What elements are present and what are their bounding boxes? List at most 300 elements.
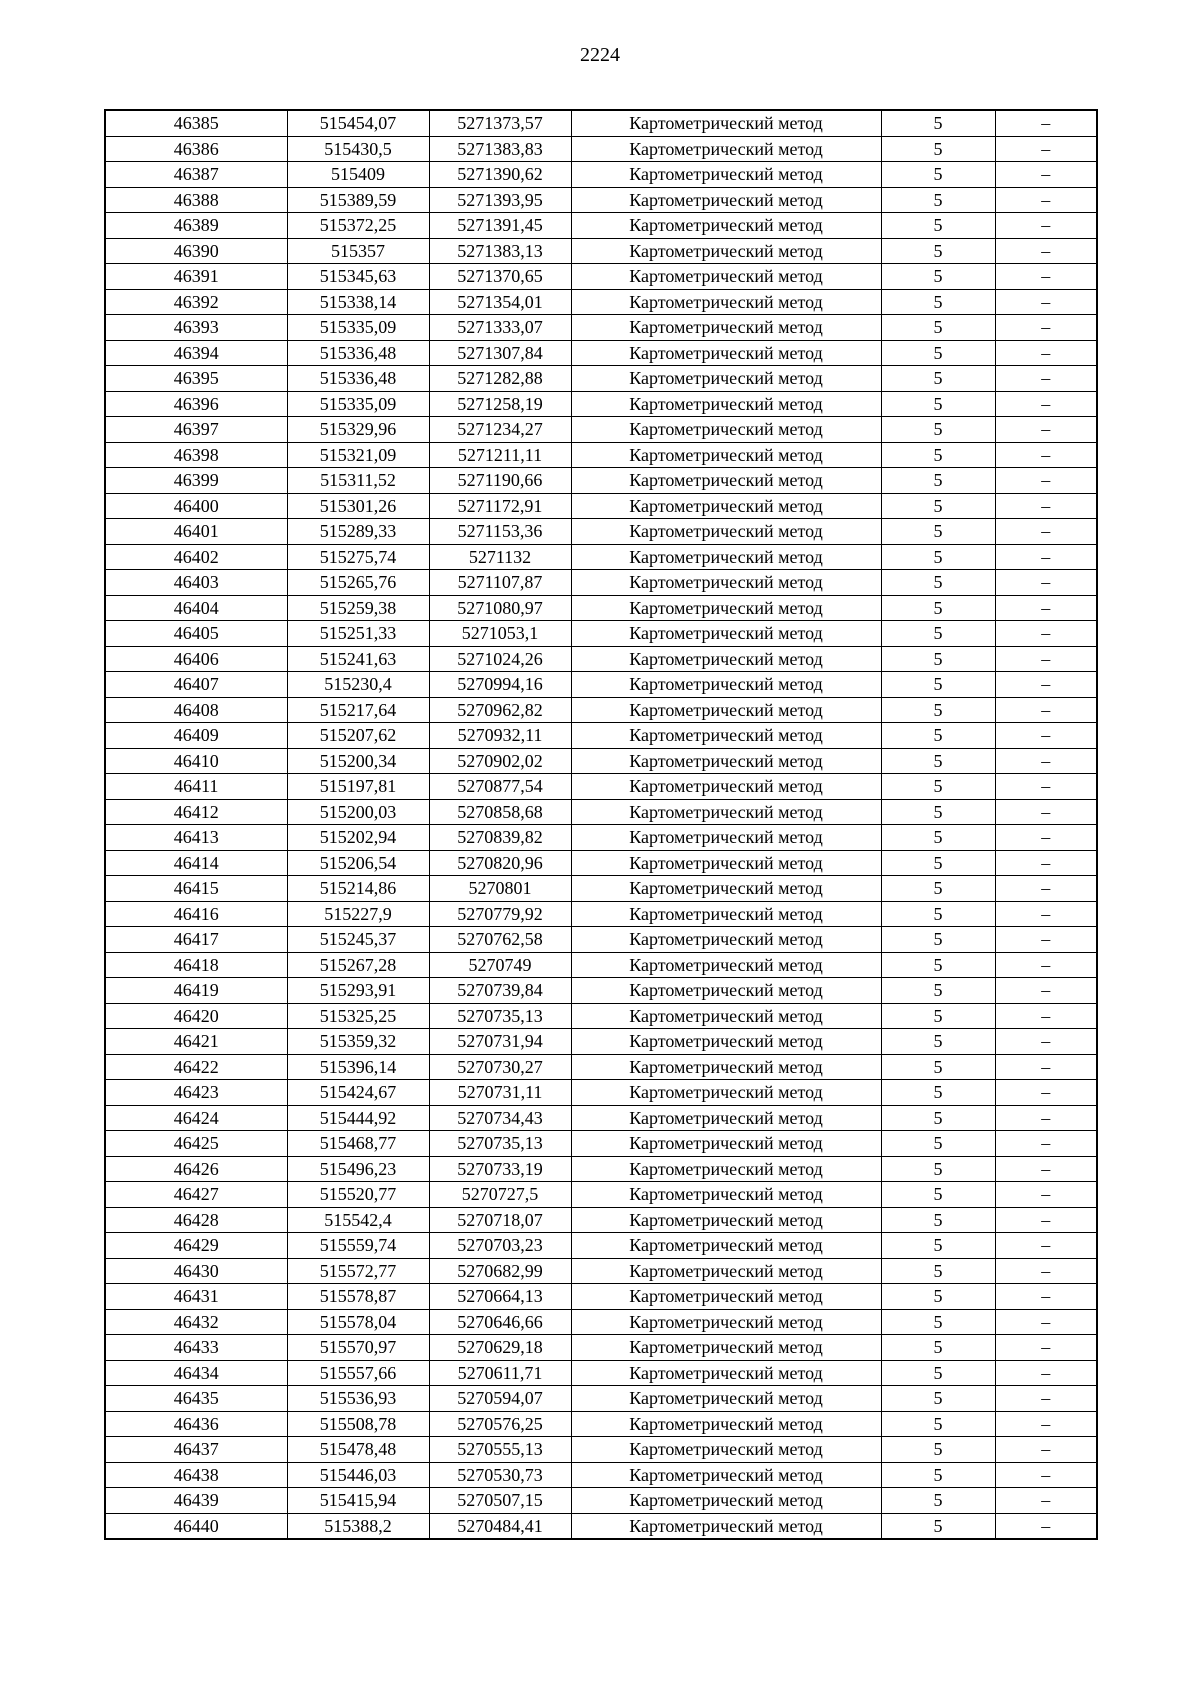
description-cell: – [995, 340, 1097, 366]
point-number-cell: 46387 [105, 162, 287, 188]
point-number-cell: 46403 [105, 570, 287, 596]
table-row [105, 519, 1097, 545]
x-coordinate-cell: 515301,26 [287, 493, 429, 519]
description-cell: – [995, 366, 1097, 392]
table-row [105, 1258, 1097, 1284]
table-row [105, 748, 1097, 774]
accuracy-cell: 5 [881, 672, 995, 698]
y-coordinate-cell: 5271234,27 [429, 417, 571, 443]
accuracy-cell: 5 [881, 978, 995, 1004]
table-row [105, 1437, 1097, 1463]
y-coordinate-cell: 5270718,07 [429, 1207, 571, 1233]
table-row [105, 1309, 1097, 1335]
table-body [105, 110, 1097, 1539]
point-number-cell: 46416 [105, 901, 287, 927]
method-cell: Картометрический метод [571, 1182, 881, 1208]
y-coordinate-cell: 5270682,99 [429, 1258, 571, 1284]
method-cell: Картометрический метод [571, 136, 881, 162]
y-coordinate-cell: 5270734,43 [429, 1105, 571, 1131]
description-cell: – [995, 162, 1097, 188]
method-cell: Картометрический метод [571, 1207, 881, 1233]
point-number-cell: 46414 [105, 850, 287, 876]
x-coordinate-cell: 515478,48 [287, 1437, 429, 1463]
x-coordinate-cell: 515325,25 [287, 1003, 429, 1029]
method-cell: Картометрический метод [571, 1105, 881, 1131]
table-row [105, 1080, 1097, 1106]
accuracy-cell: 5 [881, 1233, 995, 1259]
accuracy-cell: 5 [881, 876, 995, 902]
y-coordinate-cell: 5270962,82 [429, 697, 571, 723]
x-coordinate-cell: 515251,33 [287, 621, 429, 647]
table-row [105, 646, 1097, 672]
table-row [105, 315, 1097, 341]
accuracy-cell: 5 [881, 315, 995, 341]
x-coordinate-cell: 515241,63 [287, 646, 429, 672]
y-coordinate-cell: 5270731,94 [429, 1029, 571, 1055]
description-cell: – [995, 264, 1097, 290]
point-number-cell: 46401 [105, 519, 287, 545]
description-cell: – [995, 621, 1097, 647]
description-cell: – [995, 1258, 1097, 1284]
point-number-cell: 46412 [105, 799, 287, 825]
point-number-cell: 46422 [105, 1054, 287, 1080]
method-cell: Картометрический метод [571, 238, 881, 264]
point-number-cell: 46426 [105, 1156, 287, 1182]
table-row [105, 340, 1097, 366]
x-coordinate-cell: 515520,77 [287, 1182, 429, 1208]
accuracy-cell: 5 [881, 723, 995, 749]
method-cell: Картометрический метод [571, 493, 881, 519]
x-coordinate-cell: 515570,97 [287, 1335, 429, 1361]
table-row [105, 1335, 1097, 1361]
x-coordinate-cell: 515496,23 [287, 1156, 429, 1182]
y-coordinate-cell: 5270484,41 [429, 1513, 571, 1539]
y-coordinate-cell: 5270994,16 [429, 672, 571, 698]
y-coordinate-cell: 5271107,87 [429, 570, 571, 596]
y-coordinate-cell: 5271053,1 [429, 621, 571, 647]
method-cell: Картометрический метод [571, 570, 881, 596]
method-cell: Картометрический метод [571, 901, 881, 927]
point-number-cell: 46439 [105, 1488, 287, 1514]
accuracy-cell: 5 [881, 417, 995, 443]
method-cell: Картометрический метод [571, 1411, 881, 1437]
method-cell: Картометрический метод [571, 187, 881, 213]
y-coordinate-cell: 5270664,13 [429, 1284, 571, 1310]
x-coordinate-cell: 515444,92 [287, 1105, 429, 1131]
y-coordinate-cell: 5270530,73 [429, 1462, 571, 1488]
y-coordinate-cell: 5271393,95 [429, 187, 571, 213]
y-coordinate-cell: 5271190,66 [429, 468, 571, 494]
accuracy-cell: 5 [881, 1437, 995, 1463]
description-cell: – [995, 519, 1097, 545]
accuracy-cell: 5 [881, 1182, 995, 1208]
page-number: 2224 [580, 44, 620, 66]
table-row [105, 570, 1097, 596]
method-cell: Картометрический метод [571, 723, 881, 749]
method-cell: Картометрический метод [571, 1335, 881, 1361]
table-row [105, 1233, 1097, 1259]
accuracy-cell: 5 [881, 1335, 995, 1361]
accuracy-cell: 5 [881, 366, 995, 392]
x-coordinate-cell: 515389,59 [287, 187, 429, 213]
x-coordinate-cell: 515289,33 [287, 519, 429, 545]
x-coordinate-cell: 515206,54 [287, 850, 429, 876]
y-coordinate-cell: 5271373,57 [429, 110, 571, 136]
method-cell: Картометрический метод [571, 1386, 881, 1412]
y-coordinate-cell: 5270858,68 [429, 799, 571, 825]
accuracy-cell: 5 [881, 697, 995, 723]
y-coordinate-cell: 5270820,96 [429, 850, 571, 876]
accuracy-cell: 5 [881, 595, 995, 621]
description-cell: – [995, 850, 1097, 876]
method-cell: Картометрический метод [571, 1309, 881, 1335]
description-cell: – [995, 1386, 1097, 1412]
x-coordinate-cell: 515446,03 [287, 1462, 429, 1488]
point-number-cell: 46409 [105, 723, 287, 749]
accuracy-cell: 5 [881, 646, 995, 672]
accuracy-cell: 5 [881, 1105, 995, 1131]
table-row [105, 1131, 1097, 1157]
y-coordinate-cell: 5270735,13 [429, 1003, 571, 1029]
description-cell: – [995, 774, 1097, 800]
method-cell: Картометрический метод [571, 697, 881, 723]
table-row [105, 1513, 1097, 1539]
description-cell: – [995, 187, 1097, 213]
y-coordinate-cell: 5271080,97 [429, 595, 571, 621]
point-number-cell: 46391 [105, 264, 287, 290]
description-cell: – [995, 213, 1097, 239]
table-row [105, 468, 1097, 494]
point-number-cell: 46427 [105, 1182, 287, 1208]
accuracy-cell: 5 [881, 1462, 995, 1488]
description-cell: – [995, 1156, 1097, 1182]
x-coordinate-cell: 515259,38 [287, 595, 429, 621]
method-cell: Картометрический метод [571, 213, 881, 239]
y-coordinate-cell: 5270629,18 [429, 1335, 571, 1361]
description-cell: – [995, 442, 1097, 468]
point-number-cell: 46410 [105, 748, 287, 774]
method-cell: Картометрический метод [571, 162, 881, 188]
method-cell: Картометрический метод [571, 825, 881, 851]
table-row [105, 366, 1097, 392]
x-coordinate-cell: 515578,87 [287, 1284, 429, 1310]
x-coordinate-cell: 515293,91 [287, 978, 429, 1004]
description-cell: – [995, 1437, 1097, 1463]
accuracy-cell: 5 [881, 1360, 995, 1386]
x-coordinate-cell: 515336,48 [287, 340, 429, 366]
y-coordinate-cell: 5270779,92 [429, 901, 571, 927]
point-number-cell: 46425 [105, 1131, 287, 1157]
y-coordinate-cell: 5270801 [429, 876, 571, 902]
y-coordinate-cell: 5270576,25 [429, 1411, 571, 1437]
x-coordinate-cell: 515409 [287, 162, 429, 188]
table-row [105, 1054, 1097, 1080]
x-coordinate-cell: 515338,14 [287, 289, 429, 315]
method-cell: Картометрический метод [571, 1131, 881, 1157]
x-coordinate-cell: 515572,77 [287, 1258, 429, 1284]
method-cell: Картометрический метод [571, 468, 881, 494]
point-number-cell: 46397 [105, 417, 287, 443]
method-cell: Картометрический метод [571, 289, 881, 315]
table-row [105, 213, 1097, 239]
table-row [105, 927, 1097, 953]
x-coordinate-cell: 515454,07 [287, 110, 429, 136]
method-cell: Картометрический метод [571, 952, 881, 978]
y-coordinate-cell: 5271383,83 [429, 136, 571, 162]
table-row [105, 289, 1097, 315]
y-coordinate-cell: 5270731,11 [429, 1080, 571, 1106]
table-row [105, 672, 1097, 698]
table-row [105, 621, 1097, 647]
accuracy-cell: 5 [881, 825, 995, 851]
x-coordinate-cell: 515202,94 [287, 825, 429, 851]
table-row [105, 799, 1097, 825]
point-number-cell: 46420 [105, 1003, 287, 1029]
x-coordinate-cell: 515388,2 [287, 1513, 429, 1539]
point-number-cell: 46423 [105, 1080, 287, 1106]
table-row [105, 493, 1097, 519]
y-coordinate-cell: 5270877,54 [429, 774, 571, 800]
point-number-cell: 46390 [105, 238, 287, 264]
point-number-cell: 46430 [105, 1258, 287, 1284]
accuracy-cell: 5 [881, 340, 995, 366]
table-row [105, 238, 1097, 264]
y-coordinate-cell: 5270839,82 [429, 825, 571, 851]
x-coordinate-cell: 515345,63 [287, 264, 429, 290]
x-coordinate-cell: 515335,09 [287, 391, 429, 417]
description-cell: – [995, 136, 1097, 162]
description-cell: – [995, 723, 1097, 749]
x-coordinate-cell: 515207,62 [287, 723, 429, 749]
y-coordinate-cell: 5271307,84 [429, 340, 571, 366]
table-row [105, 1284, 1097, 1310]
point-number-cell: 46431 [105, 1284, 287, 1310]
y-coordinate-cell: 5270727,5 [429, 1182, 571, 1208]
x-coordinate-cell: 515542,4 [287, 1207, 429, 1233]
point-number-cell: 46433 [105, 1335, 287, 1361]
point-number-cell: 46389 [105, 213, 287, 239]
y-coordinate-cell: 5271333,07 [429, 315, 571, 341]
table-row [105, 1462, 1097, 1488]
point-number-cell: 46386 [105, 136, 287, 162]
y-coordinate-cell: 5271132 [429, 544, 571, 570]
y-coordinate-cell: 5270611,71 [429, 1360, 571, 1386]
accuracy-cell: 5 [881, 570, 995, 596]
y-coordinate-cell: 5270902,02 [429, 748, 571, 774]
y-coordinate-cell: 5270703,23 [429, 1233, 571, 1259]
x-coordinate-cell: 515424,67 [287, 1080, 429, 1106]
description-cell: – [995, 1284, 1097, 1310]
x-coordinate-cell: 515430,5 [287, 136, 429, 162]
table-row [105, 978, 1097, 1004]
point-number-cell: 46405 [105, 621, 287, 647]
description-cell: – [995, 901, 1097, 927]
table-row [105, 1105, 1097, 1131]
y-coordinate-cell: 5271153,36 [429, 519, 571, 545]
description-cell: – [995, 493, 1097, 519]
accuracy-cell: 5 [881, 1156, 995, 1182]
point-number-cell: 46438 [105, 1462, 287, 1488]
x-coordinate-cell: 515230,4 [287, 672, 429, 698]
accuracy-cell: 5 [881, 468, 995, 494]
method-cell: Картометрический метод [571, 978, 881, 1004]
method-cell: Картометрический метод [571, 391, 881, 417]
table-row [105, 697, 1097, 723]
y-coordinate-cell: 5270555,13 [429, 1437, 571, 1463]
description-cell: – [995, 978, 1097, 1004]
method-cell: Картометрический метод [571, 672, 881, 698]
point-number-cell: 46404 [105, 595, 287, 621]
method-cell: Картометрический метод [571, 748, 881, 774]
description-cell: – [995, 595, 1097, 621]
description-cell: – [995, 1131, 1097, 1157]
description-cell: – [995, 825, 1097, 851]
x-coordinate-cell: 515214,86 [287, 876, 429, 902]
y-coordinate-cell: 5270932,11 [429, 723, 571, 749]
table-row [105, 1360, 1097, 1386]
description-cell: – [995, 289, 1097, 315]
description-cell: – [995, 1182, 1097, 1208]
accuracy-cell: 5 [881, 952, 995, 978]
x-coordinate-cell: 515557,66 [287, 1360, 429, 1386]
accuracy-cell: 5 [881, 238, 995, 264]
x-coordinate-cell: 515536,93 [287, 1386, 429, 1412]
accuracy-cell: 5 [881, 927, 995, 953]
table-row [105, 901, 1097, 927]
point-number-cell: 46435 [105, 1386, 287, 1412]
table-row [105, 1156, 1097, 1182]
description-cell: – [995, 1003, 1097, 1029]
point-number-cell: 46415 [105, 876, 287, 902]
point-number-cell: 46406 [105, 646, 287, 672]
coordinates-table [104, 109, 1098, 1540]
description-cell: – [995, 1054, 1097, 1080]
method-cell: Картометрический метод [571, 774, 881, 800]
point-number-cell: 46417 [105, 927, 287, 953]
x-coordinate-cell: 515468,77 [287, 1131, 429, 1157]
table-row [105, 825, 1097, 851]
method-cell: Картометрический метод [571, 1513, 881, 1539]
point-number-cell: 46392 [105, 289, 287, 315]
description-cell: – [995, 1207, 1097, 1233]
method-cell: Картометрический метод [571, 340, 881, 366]
accuracy-cell: 5 [881, 213, 995, 239]
x-coordinate-cell: 515329,96 [287, 417, 429, 443]
y-coordinate-cell: 5270507,15 [429, 1488, 571, 1514]
y-coordinate-cell: 5270730,27 [429, 1054, 571, 1080]
description-cell: – [995, 1488, 1097, 1514]
y-coordinate-cell: 5271211,11 [429, 442, 571, 468]
accuracy-cell: 5 [881, 901, 995, 927]
method-cell: Картометрический метод [571, 1258, 881, 1284]
accuracy-cell: 5 [881, 110, 995, 136]
accuracy-cell: 5 [881, 289, 995, 315]
x-coordinate-cell: 515415,94 [287, 1488, 429, 1514]
description-cell: – [995, 927, 1097, 953]
table-row [105, 1386, 1097, 1412]
description-cell: – [995, 1335, 1097, 1361]
point-number-cell: 46393 [105, 315, 287, 341]
point-number-cell: 46428 [105, 1207, 287, 1233]
method-cell: Картометрический метод [571, 1488, 881, 1514]
method-cell: Картометрический метод [571, 876, 881, 902]
method-cell: Картометрический метод [571, 1080, 881, 1106]
table-row [105, 1029, 1097, 1055]
accuracy-cell: 5 [881, 1207, 995, 1233]
x-coordinate-cell: 515265,76 [287, 570, 429, 596]
description-cell: – [995, 468, 1097, 494]
method-cell: Картометрический метод [571, 544, 881, 570]
point-number-cell: 46394 [105, 340, 287, 366]
point-number-cell: 46418 [105, 952, 287, 978]
point-number-cell: 46424 [105, 1105, 287, 1131]
point-number-cell: 46436 [105, 1411, 287, 1437]
description-cell: – [995, 1462, 1097, 1488]
description-cell: – [995, 238, 1097, 264]
point-number-cell: 46437 [105, 1437, 287, 1463]
accuracy-cell: 5 [881, 187, 995, 213]
x-coordinate-cell: 515197,81 [287, 774, 429, 800]
point-number-cell: 46408 [105, 697, 287, 723]
table-row [105, 774, 1097, 800]
accuracy-cell: 5 [881, 493, 995, 519]
method-cell: Картометрический метод [571, 1233, 881, 1259]
accuracy-cell: 5 [881, 1284, 995, 1310]
point-number-cell: 46421 [105, 1029, 287, 1055]
accuracy-cell: 5 [881, 1488, 995, 1514]
method-cell: Картометрический метод [571, 1437, 881, 1463]
point-number-cell: 46440 [105, 1513, 287, 1539]
y-coordinate-cell: 5271383,13 [429, 238, 571, 264]
description-cell: – [995, 315, 1097, 341]
method-cell: Картометрический метод [571, 110, 881, 136]
point-number-cell: 46434 [105, 1360, 287, 1386]
y-coordinate-cell: 5271024,26 [429, 646, 571, 672]
accuracy-cell: 5 [881, 1080, 995, 1106]
point-number-cell: 46402 [105, 544, 287, 570]
accuracy-cell: 5 [881, 391, 995, 417]
accuracy-cell: 5 [881, 1131, 995, 1157]
point-number-cell: 46419 [105, 978, 287, 1004]
description-cell: – [995, 110, 1097, 136]
description-cell: – [995, 544, 1097, 570]
table-row [105, 1182, 1097, 1208]
accuracy-cell: 5 [881, 544, 995, 570]
table-row [105, 187, 1097, 213]
method-cell: Картометрический метод [571, 1054, 881, 1080]
method-cell: Картометрический метод [571, 621, 881, 647]
description-cell: – [995, 876, 1097, 902]
method-cell: Картометрический метод [571, 519, 881, 545]
x-coordinate-cell: 515217,64 [287, 697, 429, 723]
x-coordinate-cell: 515200,34 [287, 748, 429, 774]
accuracy-cell: 5 [881, 1258, 995, 1284]
method-cell: Картометрический метод [571, 595, 881, 621]
y-coordinate-cell: 5271258,19 [429, 391, 571, 417]
table-row [105, 850, 1097, 876]
method-cell: Картометрический метод [571, 799, 881, 825]
table-row [105, 391, 1097, 417]
accuracy-cell: 5 [881, 1411, 995, 1437]
table-row [105, 1207, 1097, 1233]
x-coordinate-cell: 515321,09 [287, 442, 429, 468]
table-row [105, 1411, 1097, 1437]
accuracy-cell: 5 [881, 162, 995, 188]
table-row [105, 723, 1097, 749]
x-coordinate-cell: 515372,25 [287, 213, 429, 239]
description-cell: – [995, 1105, 1097, 1131]
accuracy-cell: 5 [881, 1309, 995, 1335]
